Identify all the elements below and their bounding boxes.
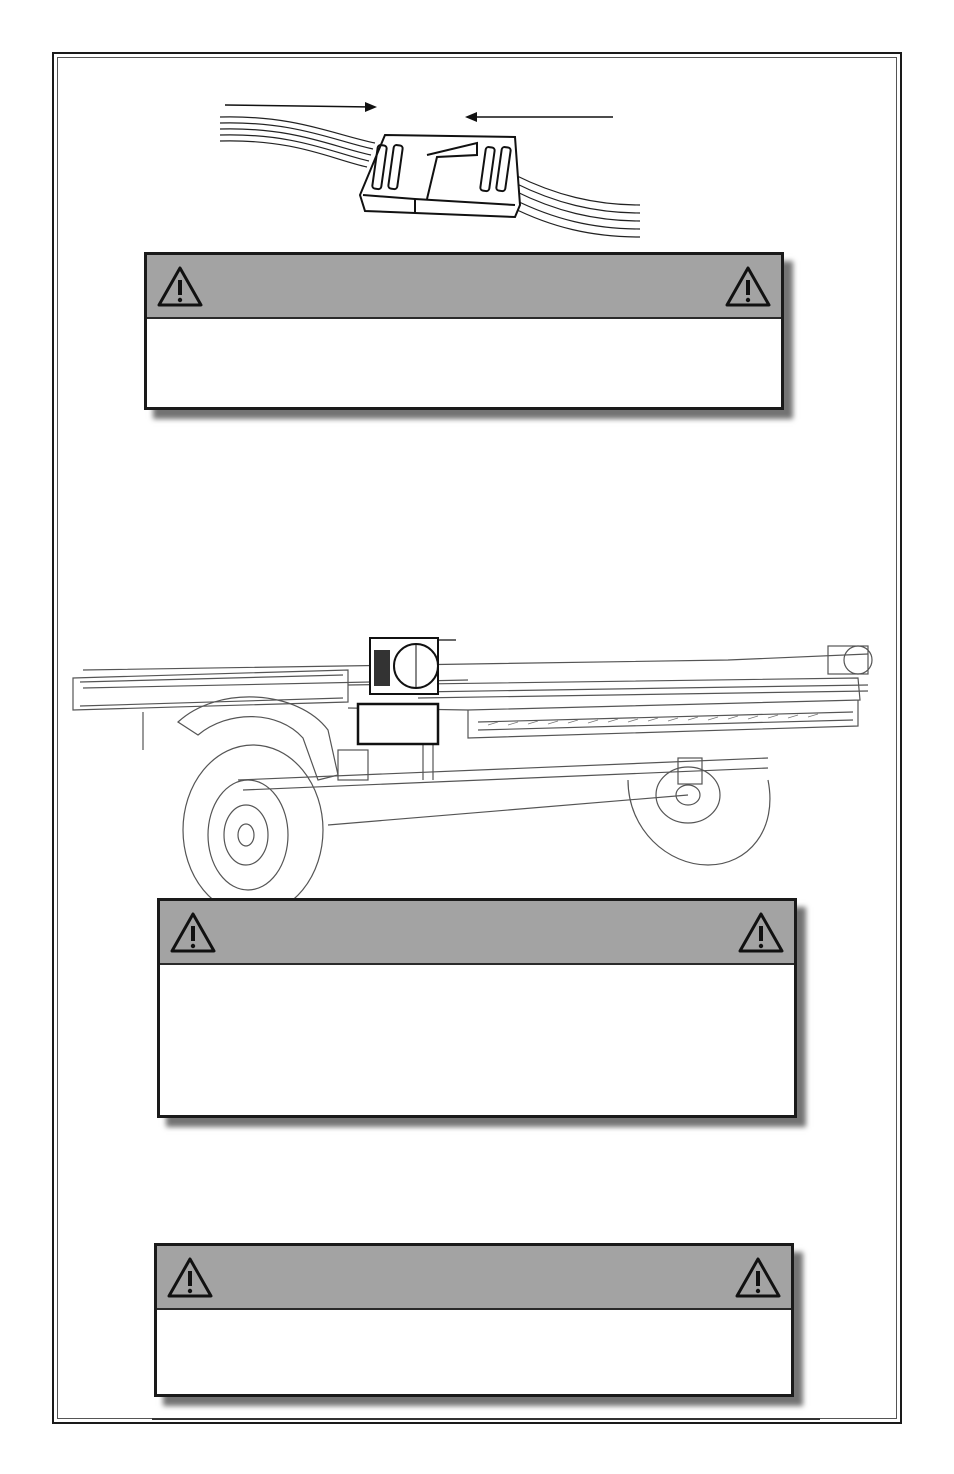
warning-box-1 <box>144 252 784 410</box>
warning-header <box>157 1246 791 1310</box>
warning-triangle-icon <box>725 265 771 307</box>
warning-triangle-icon <box>735 1256 781 1298</box>
warning-triangle-icon <box>170 911 216 953</box>
warning-triangle-icon <box>738 911 784 953</box>
warning-box-3 <box>154 1243 794 1397</box>
warning-header <box>147 255 781 319</box>
footer-rule <box>152 1418 820 1420</box>
wire-connector-illustration <box>215 95 645 255</box>
warning-box-2 <box>157 898 797 1118</box>
warning-header <box>160 901 794 965</box>
warning-triangle-icon <box>157 265 203 307</box>
warning-triangle-icon <box>167 1256 213 1298</box>
trailer-illustration <box>68 630 888 900</box>
